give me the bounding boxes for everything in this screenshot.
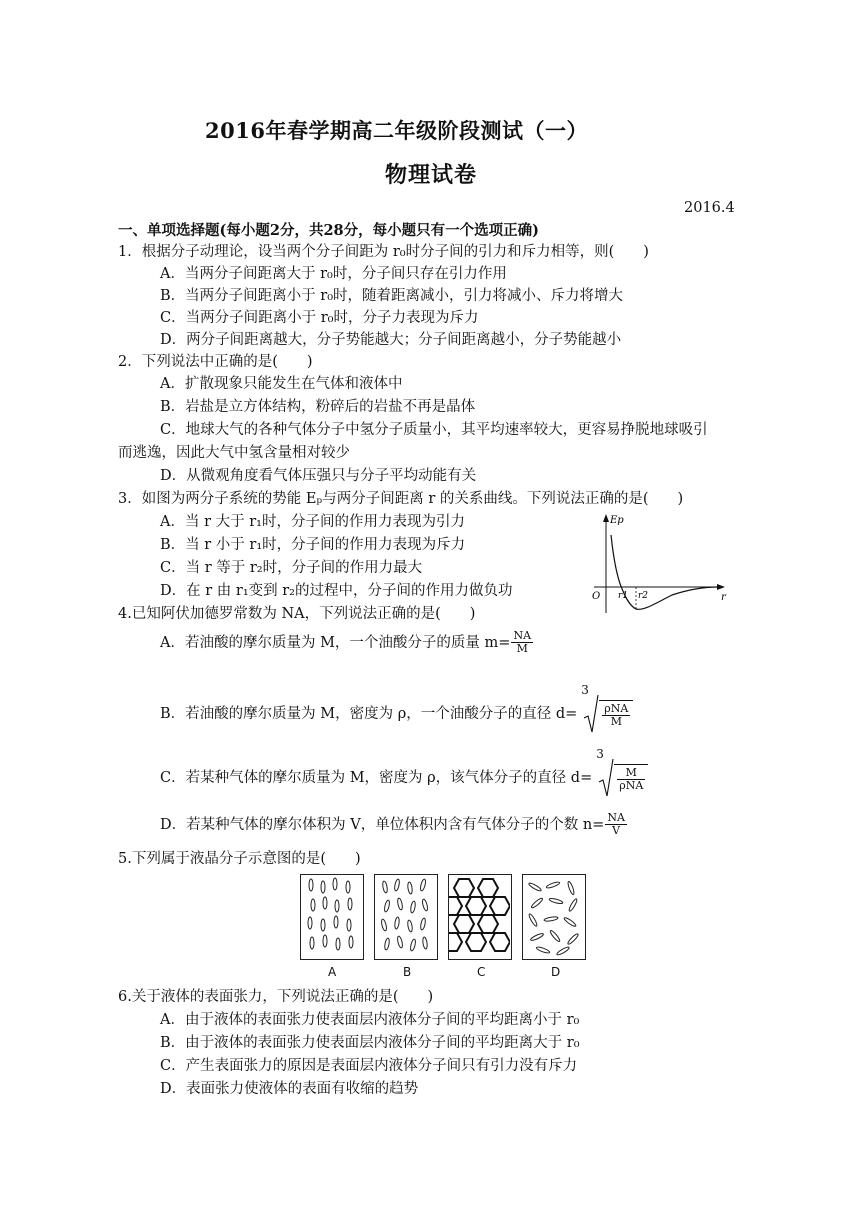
diagram-d-box <box>522 874 586 960</box>
page-title: 2016年春学期高二年级阶段测试（一） <box>205 118 588 143</box>
exam-date: 2016.4 <box>684 200 735 216</box>
question-2-option-c: C．地球大气的各种气体分子中氢分子质量小，其平均速率较大，更容易挣脱地球吸引 <box>160 422 708 438</box>
radicand-numerator: M <box>617 767 645 780</box>
cube-root-expression <box>596 747 648 798</box>
radicand <box>614 764 648 792</box>
question-6-option-a: A．由于液体的表面张力使表面层内液体分子间的平均距离小于 r₀ <box>160 1012 580 1028</box>
graph-tick-r1: r1 <box>618 591 629 601</box>
question-1-option-a: A．当两分子间距离大于 r₀时，分子间只存在引力作用 <box>160 266 507 282</box>
question-1-stem: 1．根据分子动理论，设当两个分子间距为 r₀时分子间的引力和斥力相等，则( ) <box>118 244 649 260</box>
question-3-option-c: C．当 r 等于 r₂时，分子间的作用力最大 <box>160 560 423 576</box>
nematic-molecules-icon <box>375 875 436 958</box>
question-2-option-d: D．从微观角度看气体压强只与分子平均动能有关 <box>160 468 477 484</box>
fraction-numerator: NA <box>607 811 625 824</box>
section-heading: 一、单项选择题(每小题2分，共28分，每小题只有一个选项正确) <box>118 222 539 239</box>
question-4-option-b <box>160 683 633 734</box>
question-6-option-c: C．产生表面张力的原因是表面层内液体分子间只有引力没有斥力 <box>160 1058 578 1074</box>
question-1-option-d: D．两分子间距离越大，分子势能越大；分子间距离越小，分子势能越小 <box>160 332 622 348</box>
radicand-numerator: ρNA <box>604 702 629 715</box>
diagram-b-label: B <box>403 965 412 979</box>
question-4-option-a-text: A．若油酸的摩尔质量为 M，一个油酸分子的质量 m= <box>160 634 511 651</box>
question-3-option-b: B．当 r 小于 r₁时，分子间的作用力表现为斥力 <box>160 537 466 553</box>
fraction-numerator: NA <box>513 629 532 642</box>
question-1-option-c: C．当两分子间距离小于 r₀时，分子力表现为斥力 <box>160 310 479 326</box>
random-molecules-icon <box>523 875 584 958</box>
graph-x-arrow <box>717 584 725 590</box>
question-2-option-a: A．扩散现象只能发生在气体和液体中 <box>160 376 403 392</box>
radical-sign-icon <box>598 758 614 798</box>
question-4-stem: 4.已知阿伏加德罗常数为 NA，下列说法正确的是( ) <box>118 606 476 622</box>
radicand <box>599 700 633 728</box>
aligned-molecules-icon <box>301 875 362 958</box>
cube-root-expression <box>581 683 633 734</box>
graph-tick-r2: r2 <box>638 591 649 601</box>
question-4-option-b-text: B．若油酸的摩尔质量为 M，密度为 ρ，一个油酸分子的直径 d= <box>160 706 578 722</box>
diagram-d-label: D <box>551 965 561 979</box>
potential-energy-graph <box>580 505 730 620</box>
radical-sign-icon <box>583 694 599 734</box>
question-1-option-b: B．当两分子间距离小于 r₀时，随着距离减小，引力将减小、斥力将增大 <box>160 288 624 304</box>
diagram-a-label: A <box>328 965 337 979</box>
fraction-denominator: M <box>516 642 528 655</box>
diagram-a-box <box>300 874 364 960</box>
question-4-option-c <box>160 747 648 798</box>
question-4-option-c-text: C．若某种气体的摩尔质量为 M，密度为 ρ，该气体分子的直径 d= <box>160 770 593 786</box>
hexagonal-lattice-icon <box>449 875 510 958</box>
fraction-na-over-m <box>511 630 533 655</box>
graph-y-label: Ep <box>610 515 624 526</box>
question-3-stem: 3．如图为两分子系统的势能 Eₚ与两分子间距离 r 的关系曲线。下列说法正确的是( ) <box>118 491 684 507</box>
subject-title: 物理试卷 <box>385 162 478 188</box>
diagram-b-box <box>374 874 438 960</box>
question-3-option-d: D．在 r 由 r₁变到 r₂的过程中，分子间的作用力做负功 <box>160 583 513 599</box>
fraction-denominator: V <box>612 824 621 837</box>
root-index: 3 <box>596 747 604 761</box>
diagram-c-label: C <box>477 965 486 979</box>
question-5-stem: 5.下列属于液晶分子示意图的是( ) <box>118 851 361 867</box>
question-6-stem: 6.关于液体的表面张力，下列说法正确的是( ) <box>118 989 434 1005</box>
question-6-option-b: B．由于液体的表面张力使表面层内液体分子间的平均距离大于 r₀ <box>160 1035 580 1051</box>
root-index: 3 <box>581 683 589 697</box>
graph-y-arrow <box>603 514 609 522</box>
question-3-option-a: A．当 r 大于 r₁时，分子间的作用力表现为引力 <box>160 514 465 530</box>
radicand-denominator: M <box>610 715 622 728</box>
graph-x-label: r <box>721 592 726 603</box>
fraction-na-over-v <box>605 812 627 837</box>
question-4-option-a <box>160 630 533 655</box>
question-4-option-d <box>160 812 627 837</box>
question-2-stem: 2．下列说法中正确的是( ) <box>118 354 313 370</box>
question-2-option-b: B．岩盐是立方体结构，粉碎后的岩盐不再是晶体 <box>160 399 476 415</box>
question-6-option-d: D．表面张力使液体的表面有收缩的趋势 <box>160 1081 419 1097</box>
graph-origin: O <box>592 591 601 602</box>
diagram-c-box <box>448 874 512 960</box>
question-2-option-c-cont: 而逃逸，因此大气中氢含量相对较少 <box>118 445 350 461</box>
radicand-denominator: ρNA <box>619 779 644 792</box>
question-4-option-d-text: D．若某种气体的摩尔体积为 V，单位体积内含有气体分子的个数 n= <box>160 816 605 833</box>
